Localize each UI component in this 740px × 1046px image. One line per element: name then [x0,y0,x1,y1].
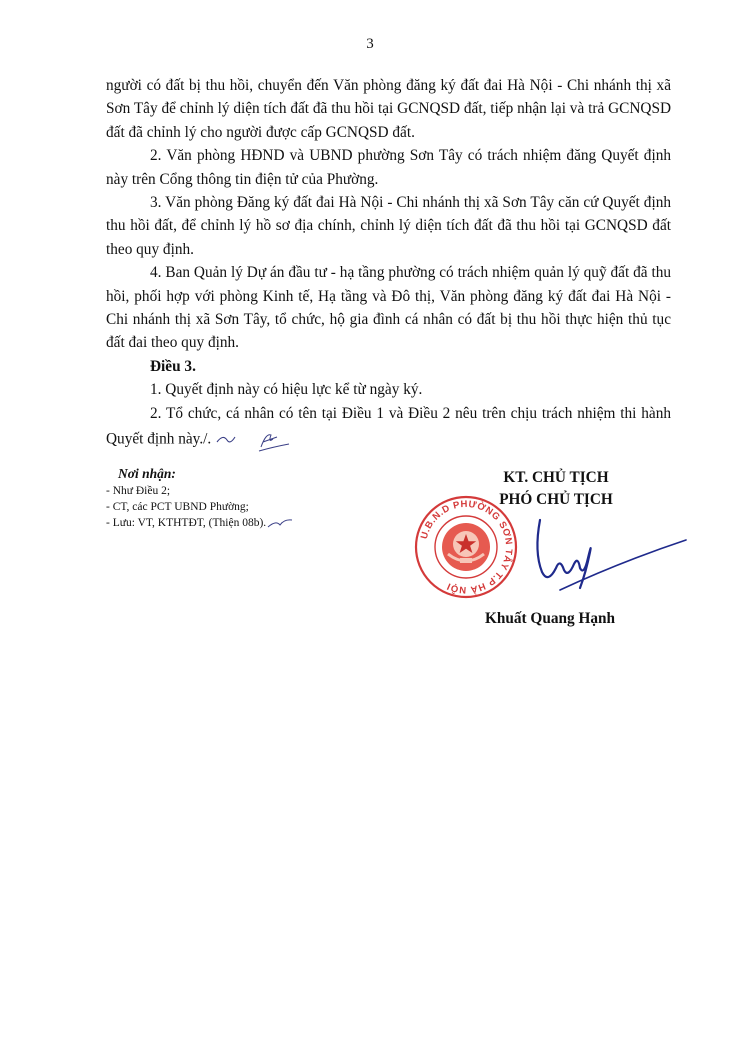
signer-line-1: KT. CHỦ TỊCH [503,469,609,486]
article-3-item-2 [106,402,671,455]
recipient-item [106,515,426,531]
article-3-item-2-text: 2. Tổ chức, cá nhân có tên tại Điều 1 và Điều 2 nêu trên chịu trách nhiệm thi hành Quyết định này./. [106,404,671,448]
article-3-item-1: 1. Quyết định này có hiệu lực kể từ ngày ký. [150,381,423,399]
signer-line-2: PHÓ CHỦ TỊCH [499,491,613,508]
signer-name: Khuất Quang Hạnh [484,610,616,627]
official-seal [413,494,519,600]
recipient-item-text: - Lưu: VT, KTHTĐT, (Thiện 08b). [106,517,267,529]
paragraph-continuation: người có đất bị thu hồi, chuyển đến Văn phòng đăng ký đất đai Hà Nội - Chi nhánh thị xã Sơn Tây để chỉnh lý diện tích đất đã thu hồi tại GCNQSD đất, tiếp nhận lại và trả GCNQSD đất đã chỉnh lý cho người được cấp GCNQSD đất. [106,77,671,141]
initials-mark [266,516,294,530]
document-body [106,74,671,455]
paragraph-item-4: 4. Ban Quản lý Dự án đầu tư - hạ tầng phường có trách nhiệm quản lý quỹ đất đã thu hồi, phối hợp với phòng Kinh tế, Hạ tầng và Đô thị, Văn phòng đăng ký đất đai Hà Nội - Chi nhánh thị xã Sơn Tây, tổ chức, hộ gia đình cá nhân có đất bị thu hồi thực hiện thủ tục đất đai theo quy định. [106,264,671,352]
recipients-block [106,466,426,531]
paragraph-item-2: 2. Văn phòng HĐND và UBND phường Sơn Tây có trách nhiệm đăng Quyết định này trên Cổng thông tin điện tử của Phường. [106,147,671,188]
initials-mark [213,425,293,455]
recipient-item: - Như Điều 2; [106,485,171,497]
recipient-item: - CT, các PCT UBND Phường; [106,501,249,513]
handwritten-signature [530,512,690,592]
paragraph-item-3: 3. Văn phòng Đăng ký đất đai Hà Nội - Chi nhánh thị xã Sơn Tây căn cứ Quyết định thu hồi đất, để chỉnh lý hồ sơ địa chính, chỉnh lý diện tích đất đã thu hồi tại GCNQSD đất theo quy định. [106,194,671,258]
article-3-title: Điều 3. [150,357,196,375]
recipients-title: Nơi nhận: [118,466,176,481]
page-number: 3 [366,36,374,52]
svg-text:U.B.N.D PHƯỜNG SƠN TÂY T.P HÀ: U.B.N.D PHƯỜNG SƠN TÂY T.P HÀ NỘI [418,498,515,596]
